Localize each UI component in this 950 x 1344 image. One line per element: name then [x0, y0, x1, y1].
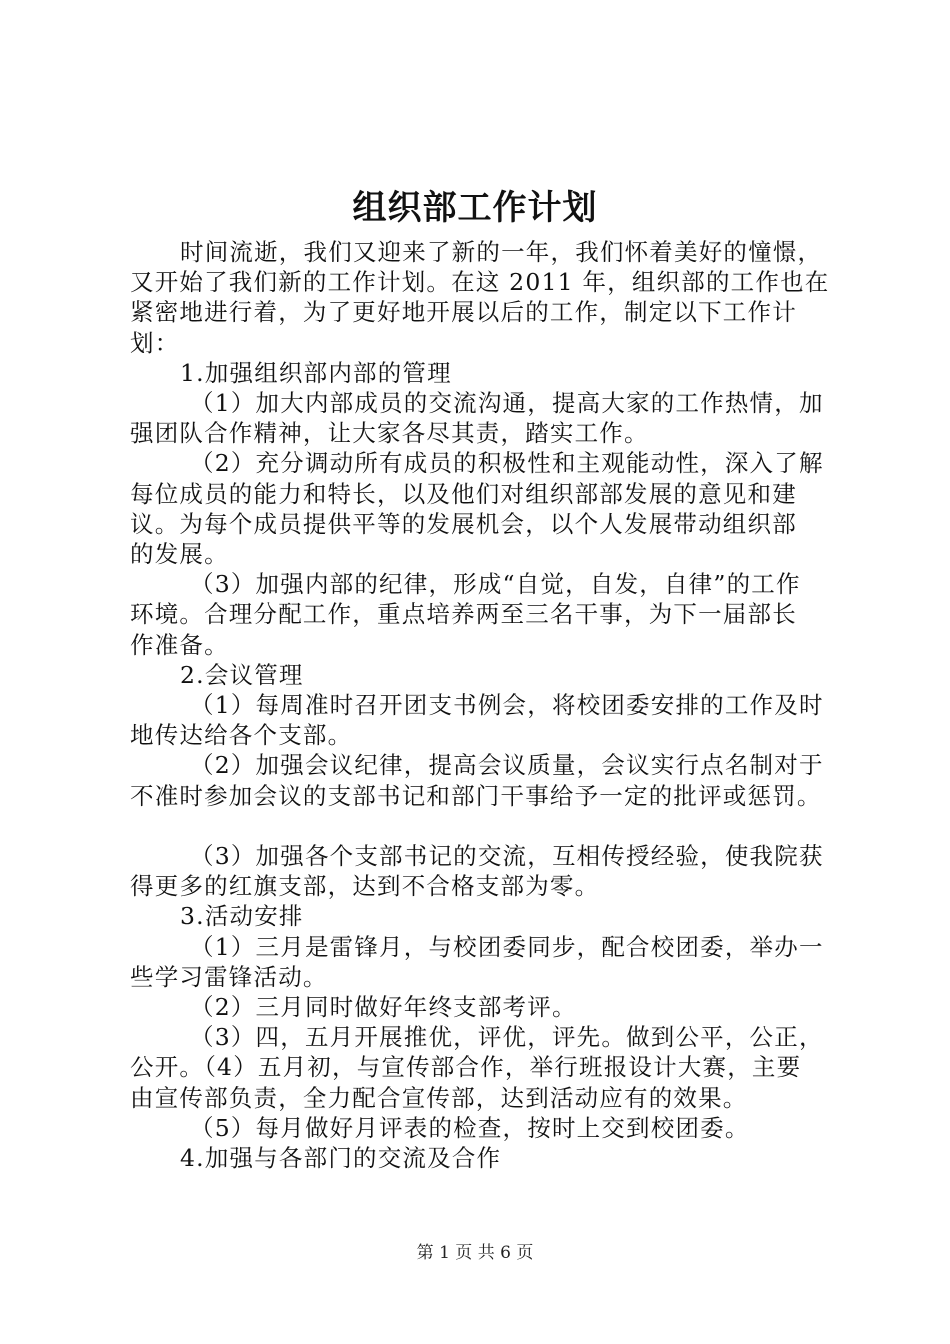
list-item-line: （2）充分调动所有成员的积极性和主观能动性，深入了解 [190, 449, 824, 478]
paragraph-line: 些学习雷锋活动。 [130, 962, 328, 991]
paragraph-line: 紧密地进行着，为了更好地开展以后的工作，制定以下工作计 [130, 298, 797, 327]
list-item-line: （3）加强各个支部书记的交流，互相传授经验，使我院获 [190, 842, 824, 871]
paragraph-line: 又开始了我们新的工作计划。在这 2011 年，组织部的工作也在 [130, 268, 830, 297]
list-item-line: （1）每周准时召开团支书例会，将校团委安排的工作及时 [190, 691, 824, 720]
paragraph-line: 得更多的红旗支部，达到不合格支部为零。 [130, 872, 600, 901]
document-title: 组织部工作计划 [352, 188, 598, 228]
paragraph-line: 时间流逝，我们又迎来了新的一年，我们怀着美好的憧憬， [180, 238, 823, 266]
paragraph-line: 公开。（4）五月初，与宣传部合作，举行班报设计大赛，主要 [130, 1053, 802, 1082]
paragraph-line: 作准备。 [130, 630, 229, 659]
list-item-line: （2）加强会议纪律，提高会议质量，会议实行点名制对于 [190, 751, 824, 780]
paragraph-line: 地传达给各个支部。 [130, 721, 353, 750]
list-item-line: （2）三月同时做好年终支部考评。 [190, 993, 577, 1022]
blank-line [130, 811, 830, 841]
section-heading: 3.活动安排 [180, 902, 304, 931]
list-item-line: （5）每月做好月评表的检查，按时上交到校团委。 [190, 1113, 750, 1142]
section-heading: 2.会议管理 [180, 660, 304, 689]
paragraph-line: 由宣传部负责，全力配合宣传部，达到活动应有的效果。 [130, 1083, 748, 1112]
list-item-line: （3）加强内部的纪律，形成“自觉，自发，自律”的工作 [190, 570, 801, 599]
list-item-line: （3）四，五月开展推优，评优，评先。做到公平，公正， [190, 1023, 824, 1052]
paragraph-line: 强团队合作精神，让大家各尽其责，踏实工作。 [130, 419, 649, 448]
paragraph-line: 每位成员的能力和特长，以及他们对组织部部发展的意见和建 [130, 479, 797, 508]
paragraph-line: 议。为每个成员提供平等的发展机会，以个人发展带动组织部 [130, 509, 797, 538]
page-footer: 第 1 页 共 6 页 [416, 1243, 534, 1263]
section-heading: 4.加强与各部门的交流及合作 [180, 1144, 502, 1173]
list-item-line: （1）加大内部成员的交流沟通，提高大家的工作热情，加 [190, 389, 824, 418]
paragraph-line: 划： [130, 328, 180, 357]
paragraph-line: 不准时参加会议的支部书记和部门干事给予一定的批评或惩罚。 [130, 781, 822, 810]
document-body [130, 237, 830, 1173]
list-item-line: （1）三月是雷锋月，与校团委同步，配合校团委，举办一 [190, 932, 824, 961]
paragraph-line: 环境。合理分配工作，重点培养两至三名干事，为下一届部长 [130, 600, 797, 629]
section-heading: 1.加强组织部内部的管理 [180, 358, 452, 387]
paragraph-line: 的发展。 [130, 540, 229, 569]
